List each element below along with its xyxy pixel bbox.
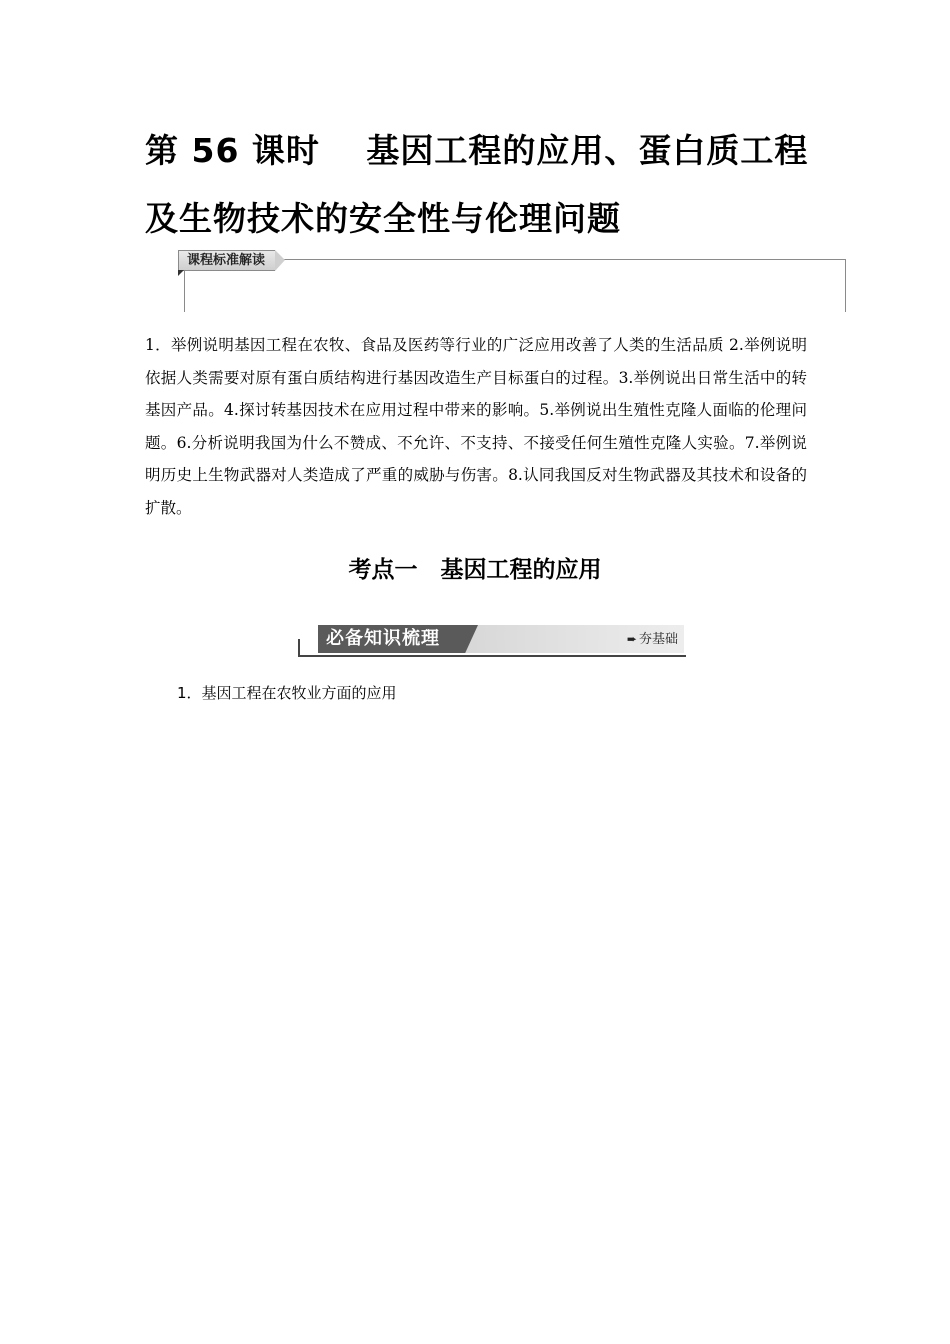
knowledge-banner bbox=[298, 625, 686, 657]
standard-paragraph: 1．举例说明基因工程在农牧、食品及医药等行业的广泛应用改善了人类的生活品质 2.举例说明依据人类需要对原有蛋白质结构进行基因改造生产目标蛋白的过程。3.举例说出日常生活中的转基因产品。4.探讨转基因技术在应用过程中带来的影响。5.举例说出生殖性克隆人面临的伦理问题。6.分析说明我国为什么不赞成、不允许、不支持、不接受任何生殖性克隆人实验。7.举例说明历史上生物武器对人类造成了严重的威胁与伤害。8.认同我国反对生物武器及其技术和设备的扩散。 bbox=[145, 336, 807, 517]
page-title-line-2: 及生物技术的安全性与伦理问题 bbox=[145, 199, 621, 238]
curriculum-standard-tag: 课程标准解读 bbox=[178, 250, 275, 271]
page-title-line-1: 第 56 课时 基因工程的应用、蛋白质工程 bbox=[145, 131, 809, 170]
section-heading: 考点一 基因工程的应用 bbox=[348, 557, 602, 583]
banner-right-text bbox=[627, 625, 678, 654]
banner-label: 必备知识梳理 bbox=[326, 628, 440, 649]
tag-corner-icon bbox=[178, 270, 184, 276]
arrow-right-icon: ➨ bbox=[626, 632, 637, 646]
list-item: 1．基因工程在农牧业方面的应用 bbox=[177, 684, 397, 702]
curriculum-standard-text bbox=[145, 329, 807, 524]
banner-right-label: 夯基础 bbox=[638, 632, 678, 647]
